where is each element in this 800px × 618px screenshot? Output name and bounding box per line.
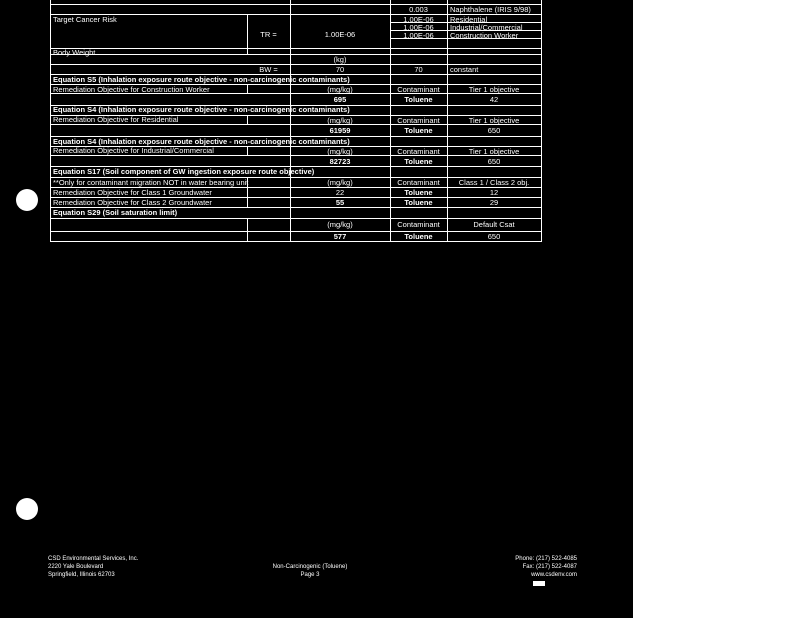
s4-residential-tier-value: 650 [487, 126, 501, 135]
column-divider [247, 146, 248, 156]
s17-class-header: Class 1 / Class 2 obj. [458, 178, 530, 187]
s4-residential-unit: (mg/kg) [327, 116, 353, 125]
column-divider [50, 0, 51, 242]
s4-industrial-contaminant: Toluene [404, 157, 433, 166]
tr-label: TR = [260, 30, 277, 39]
s17-class1-contaminant: Toluene [404, 188, 433, 197]
body-weight-label: Body Weight [53, 48, 96, 57]
s4-residential-contaminant-header: Contaminant [397, 116, 440, 125]
risk-residential-value: 1.00E-06 [403, 15, 434, 24]
column-divider [541, 0, 542, 242]
s17-class2-objective: 29 [489, 198, 499, 207]
s5-objective-label: Remediation Objective for Construction Worker [53, 85, 210, 94]
equation-s5-title: Equation S5 (Inhalation exposure route objective - non-carcinogenic contaminants) [53, 75, 350, 84]
s5-unit: (mg/kg) [327, 85, 353, 94]
s4-residential-objective-label: Remediation Objective for Residential [53, 115, 179, 124]
s17-contaminant-header: Contaminant [397, 178, 440, 187]
s17-class2-contaminant: Toluene [404, 198, 433, 207]
s17-unit: (mg/kg) [327, 178, 353, 187]
s5-tier-value: 42 [489, 95, 499, 104]
body-weight-unit: (kg) [333, 55, 347, 64]
s4-industrial-value: 82723 [329, 157, 351, 166]
bw-symbol: BW = [259, 65, 278, 74]
s29-contaminant: Toluene [404, 232, 433, 241]
bw-note: constant [450, 65, 479, 74]
s17-class1-objective: 12 [489, 188, 499, 197]
row-divider [50, 48, 542, 49]
s17-class1-value: 22 [335, 188, 345, 197]
s4-residential-value: 61959 [329, 126, 351, 135]
risk-construction-label: Construction Worker [450, 31, 519, 40]
equation-s4-residential-title: Equation S4 (Inhalation exposure route objective - non-carcinogenic contaminants) [53, 105, 350, 114]
bw-value: 70 [335, 65, 345, 74]
risk-construction-value: 1.00E-06 [403, 31, 434, 40]
s5-tier-header: Tier 1 objective [468, 85, 520, 94]
s5-value: 695 [333, 95, 347, 104]
footer-page-number: Page 3 [300, 572, 320, 578]
equation-s29-title: Equation S29 (Soil saturation limit) [53, 208, 178, 217]
naphthalene-value: 0.003 [409, 5, 428, 14]
footer-fax: Fax: (217) 522-4087 [522, 564, 577, 570]
risk-industrial-label: Industrial/Commercial [450, 23, 523, 32]
s4-industrial-contaminant-header: Contaminant [397, 147, 440, 156]
s4-industrial-objective-label: Remediation Objective for Industrial/Commercial [53, 146, 214, 155]
column-divider [247, 218, 248, 241]
row-divider [50, 241, 542, 242]
footer-website[interactable]: www.csdenv.com [531, 572, 577, 578]
bw-value-2: 70 [414, 65, 423, 74]
s29-contaminant-header: Contaminant [397, 220, 440, 229]
equation-s4-industrial-title: Equation S4 (Inhalation exposure route objective - non-carcinogenic contaminants) [53, 137, 350, 146]
footer-city: Springfield, Illinois 62703 [48, 572, 115, 578]
s4-residential-contaminant: Toluene [404, 126, 433, 135]
s17-note: **Only for contaminant migration NOT in water bearing unit [53, 178, 249, 187]
row-divider [50, 218, 542, 219]
target-cancer-risk-label: Target Cancer Risk [53, 15, 117, 24]
s4-industrial-tier-header: Tier 1 objective [468, 147, 520, 156]
column-divider [247, 115, 248, 125]
footer-phone: Phone: (217) 522-4085 [515, 556, 577, 562]
s17-class1-label: Remediation Objective for Class 1 Groundwater [53, 188, 212, 197]
s29-unit: (mg/kg) [327, 220, 353, 229]
naphthalene-label: Naphthalene (IRIS 9/98) [450, 5, 531, 14]
s17-class2-value: 55 [335, 198, 345, 207]
footer-street: 2220 Yale Boulevard [48, 564, 104, 570]
binder-hole [16, 498, 38, 520]
s29-value: 577 [333, 232, 347, 241]
equation-s17-title: Equation S17 (Soil component of GW ingestion exposure route objective) [53, 167, 315, 176]
s4-residential-tier-header: Tier 1 objective [468, 116, 520, 125]
risk-industrial-value: 1.00E-06 [403, 23, 434, 32]
s5-contaminant: Toluene [404, 95, 433, 104]
binder-hole [16, 189, 38, 211]
footer-logo-mark [533, 581, 545, 586]
s4-industrial-tier-value: 650 [487, 157, 501, 166]
s29-default-value: 650 [487, 232, 501, 241]
s5-contaminant-header: Contaminant [397, 85, 440, 94]
footer-document-title: Non-Carcinogenic (Toluene) [272, 564, 348, 570]
footer-company: CSD Environmental Services, Inc. [48, 556, 139, 562]
s17-class2-label: Remediation Objective for Class 2 Groundwater [53, 198, 212, 207]
tr-value: 1.00E-06 [324, 30, 356, 39]
s29-default-header: Default Csat [473, 220, 515, 229]
calculation-table [50, 0, 542, 242]
s4-industrial-unit: (mg/kg) [327, 147, 353, 156]
column-divider [247, 84, 248, 94]
risk-residential-label: Residential [450, 15, 488, 24]
